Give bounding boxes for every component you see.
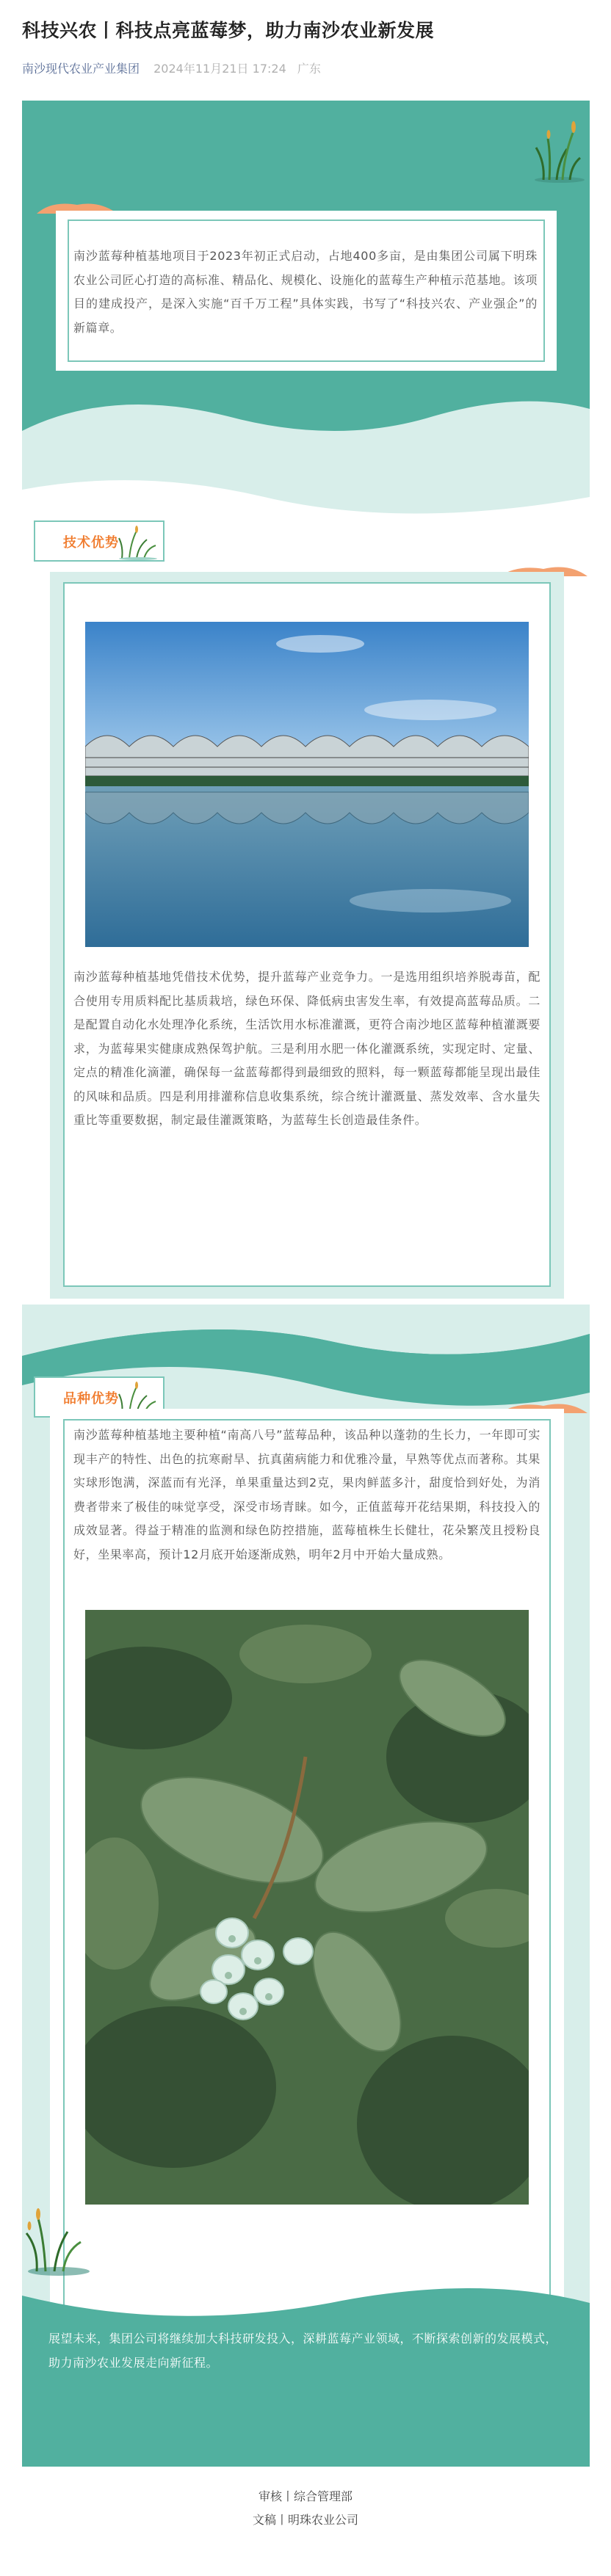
article-meta [22,60,595,78]
article-body [22,101,590,2467]
publish-location: 广东 [297,62,321,76]
article-title: 科技兴农丨科技点亮蓝莓梦，助力南沙农业新发展 [22,20,435,41]
tag-label: 品种优势 [63,1391,119,1407]
account-name-link[interactable]: 南沙现代农业产业集团 [22,62,140,76]
footer-writer: 文稿丨明珠农业公司 [252,2513,358,2527]
greenhouse-photo [85,622,529,947]
blueberry-flower-photo [85,1610,529,2205]
tag-tech-advantage [34,520,164,562]
grass-decoration-icon [529,111,588,184]
article-footer [0,2485,611,2532]
intro-paragraph: 南沙蓝莓种植基地项目于2023年初正式启动，占地400多亩，是由集团公司属下明珠农业公司匠心打造的高标准、精品化、规模化、设施化的蓝莓生产种植示范基地。该项目的建成投产，是深入实施“百千万工程”具体实践，书写了“科技兴农、产业强企”的新篇章。 [73,249,538,335]
variety-paragraph: 南沙蓝莓种植基地主要种植“南高八号”蓝莓品种，该品种以蓬勃的生长力，一年即可实现丰产的特性、出色的抗寒耐旱、抗真菌病能力和优雅冷量，早熟等优点而著称。其果实球形饱满，深蓝而有光泽，单果重量达到2克，果肉鲜蓝多汁，甜度恰到好处，为消费者带来了极佳的味觉享受，深受市场青睐。如今，正值蓝莓开花结果期，科技投入的成效显著。得益于精准的监测和绿色防控措施，蓝莓植株生长健壮，花朵繁茂且授粉良好，坐果率高，预计12月底开始逐渐成熟，明年2月中开始大量成熟。 [73,1428,540,1561]
publish-date: 2024年11月21日 17:24 [153,62,286,76]
tech-paragraph: 南沙蓝莓种植基地凭借技术优势，提升蓝莓产业竞争力。一是选用组织培养脱毒苗，配合使用专用质料配比基质栽培，绿色环保、降低病虫害发生率，有效提高蓝莓品质。二是配置自动化水处理净化系统，生活饮用水标准灌溉，更符合南沙地区蓝莓种植灌溉要求，为蓝莓果实健康成熟保驾护航。三是利用水肥一体化灌溉系统，实现定时、定量、定点的精准化滴灌，确保每一盆蓝莓都得到最细致的照料，每一颗蓝莓都能呈现出最佳的风味和品质。四是利用排灌称信息收集系统，综合统计灌溉量、蒸发效率、含水量失重比等重要数据，制定最佳灌溉策略，为蓝莓生长创造最佳条件。 [73,970,540,1127]
grass-icon [115,525,162,560]
tag-label: 技术优势 [63,535,119,551]
footer-reviewer: 审核丨综合管理部 [258,2489,352,2503]
article-header [22,16,595,78]
closing-paragraph: 展望未来，集团公司将继续加大科技研发投入，深耕蓝莓产业领域，不断探索创新的发展模式，助力南沙农业发展走向新征程。 [48,2332,558,2370]
